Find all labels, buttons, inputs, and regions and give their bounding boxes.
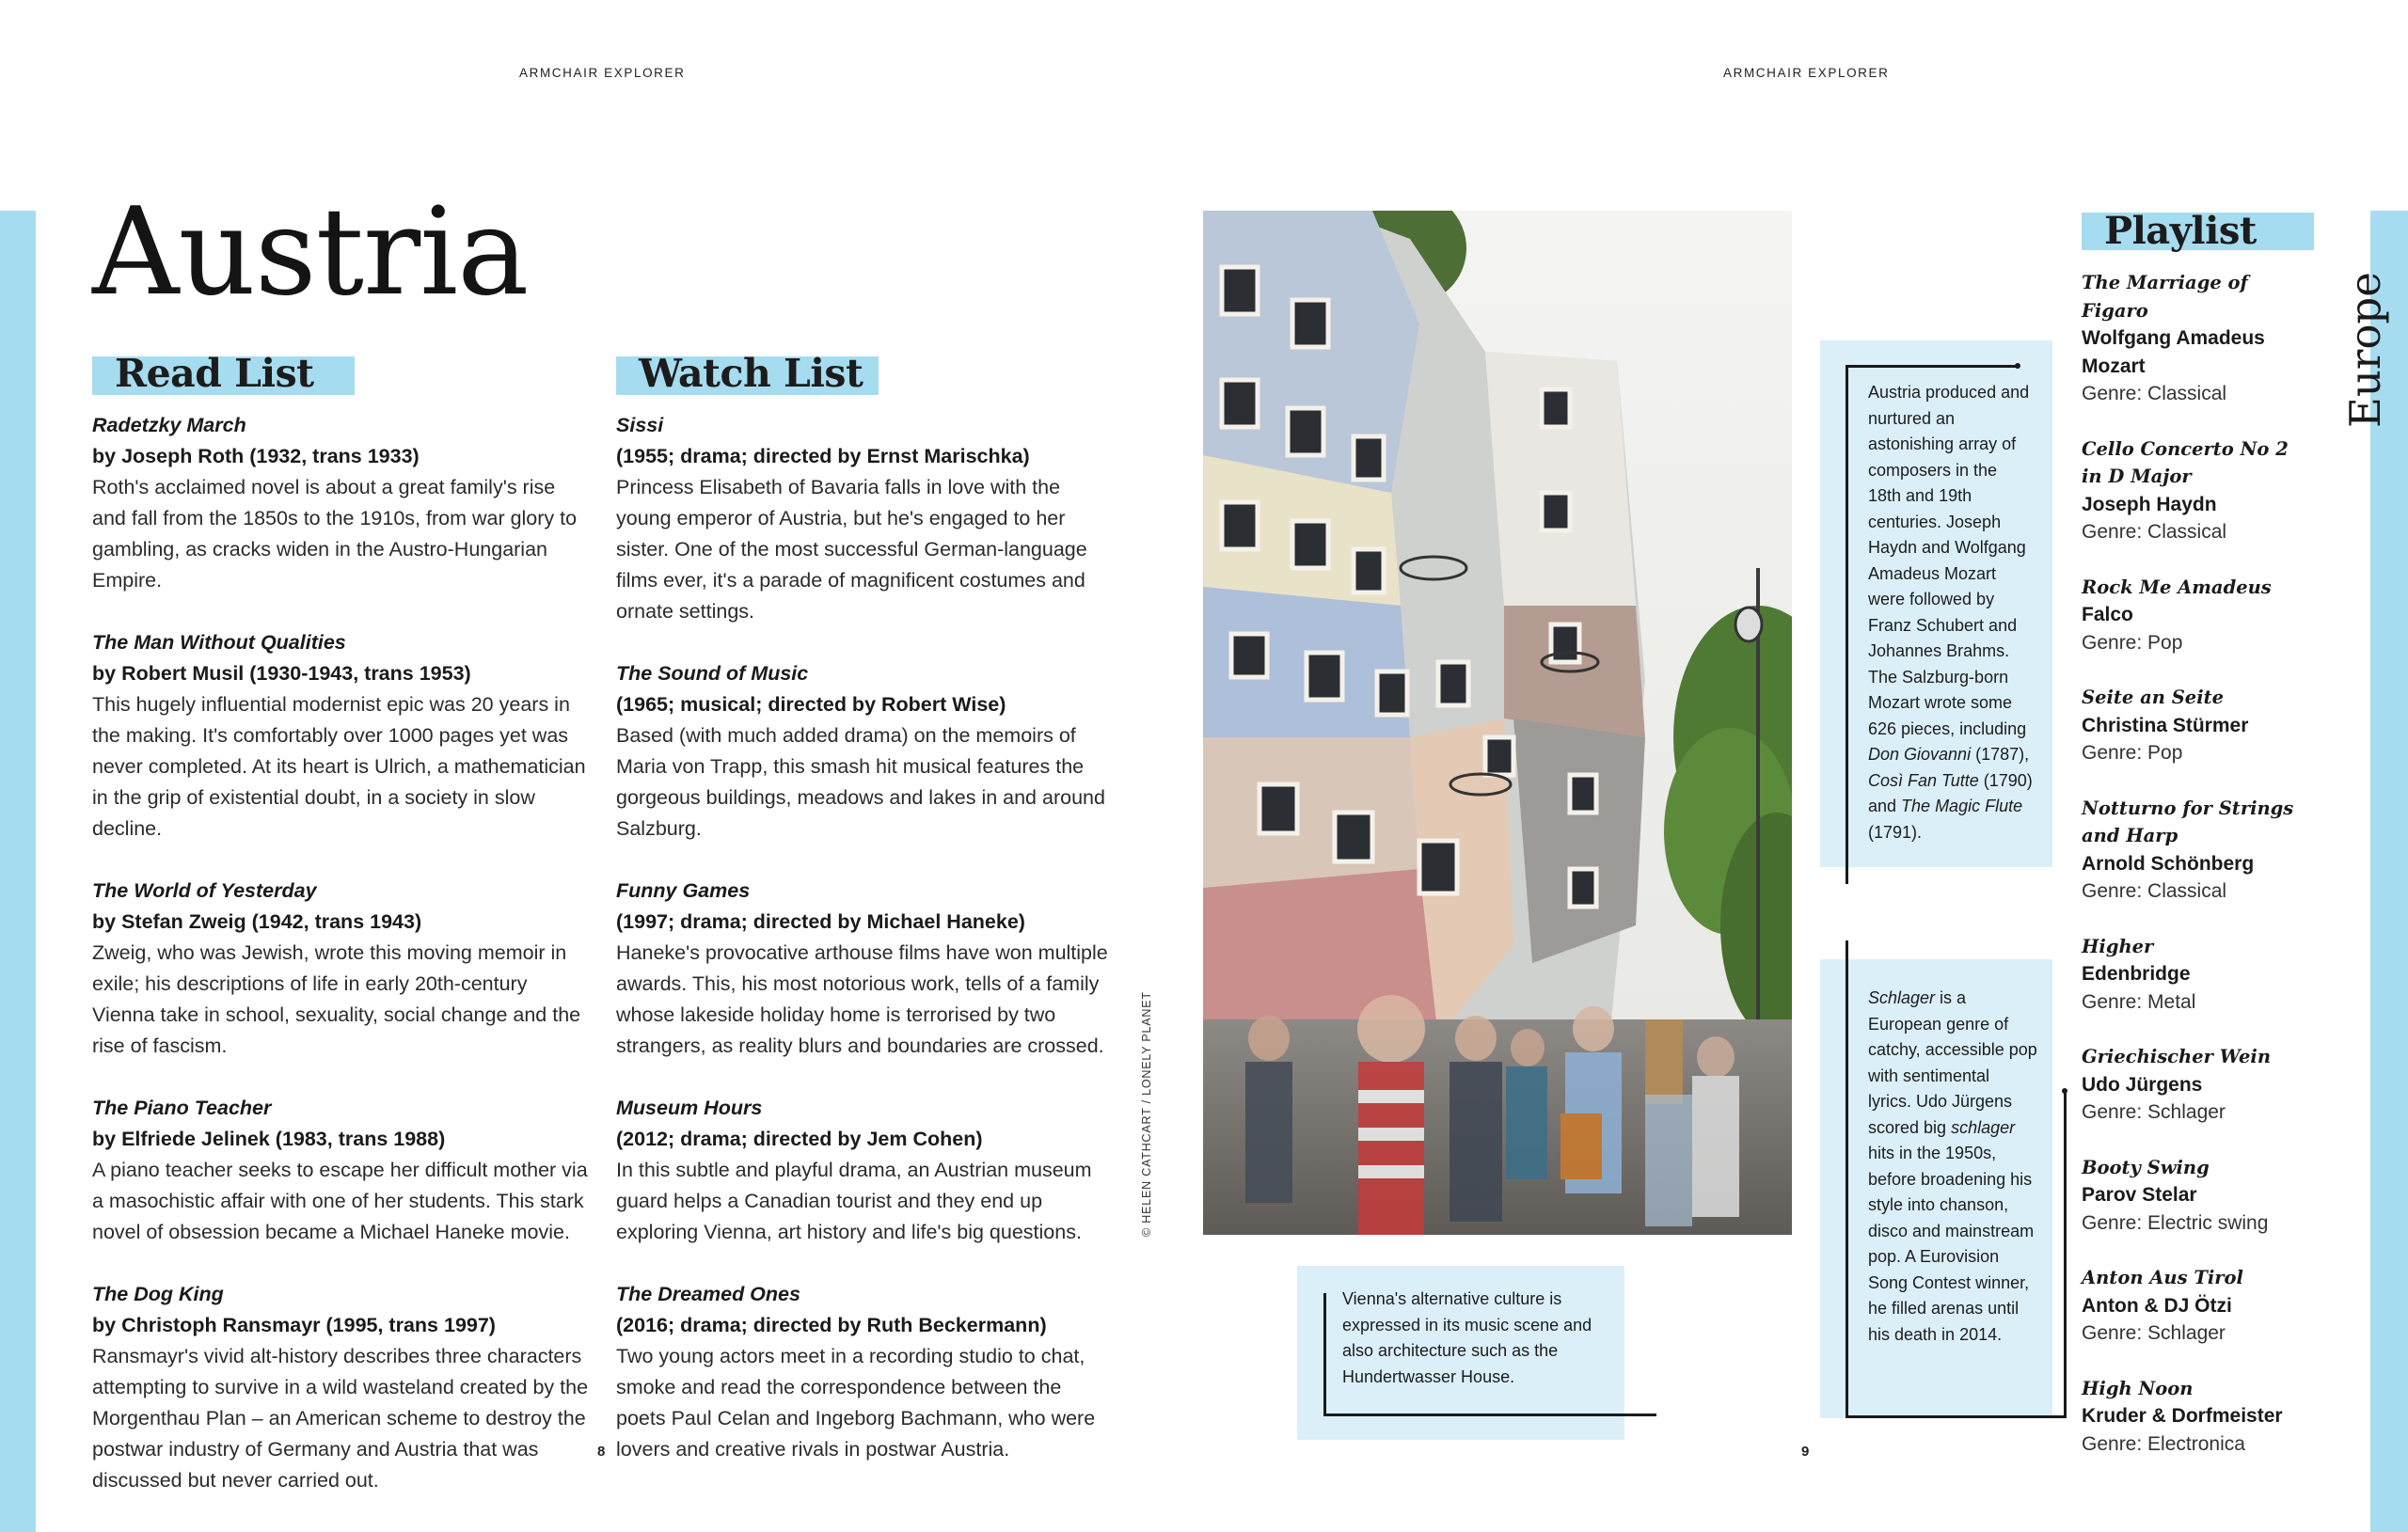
song-artist: Falco [2082, 604, 2133, 625]
song-genre: Genre: Classical [2082, 521, 2227, 543]
book-description: Ransmayr's vivid alt-history describes three characters attempting to survive in a wild wasteland created by the Morgenthau Plan – an American scheme to destroy the postwar industry of Germany and Austria that was discussed but never carried out. [92, 1345, 589, 1492]
composers-note-work: The Magic Flute [1901, 797, 2023, 815]
watch-list-heading-text: Watch List [639, 351, 863, 396]
song-artist: Edenbridge [2082, 963, 2191, 985]
read-list-item [92, 876, 589, 1062]
playlist [2082, 269, 2307, 1485]
film-byline: (1997; drama; directed by Michael Haneke) [616, 910, 1025, 933]
film-description: In this subtle and playful drama, an Austrian museum guard helps a Canadian tourist and they end up exploring Vienna, art history and life's big questions. [616, 1159, 1092, 1243]
song-artist: Udo Jürgens [2082, 1073, 2203, 1096]
film-title: The Sound of Music [616, 662, 809, 685]
schlager-text: is a European genre of catchy, accessible pop with sentimental lyrics. Udo Jürgens scored big [1868, 988, 2037, 1137]
read-list-heading [92, 351, 355, 396]
song-title: Higher [2082, 935, 2154, 957]
song-artist: Anton & DJ Ötzi [2082, 1294, 2232, 1317]
book-byline: by Joseph Roth (1932, trans 1933) [92, 445, 420, 467]
schlager-term: schlager [1951, 1117, 2016, 1137]
book-byline: by Christoph Ransmayr (1995, trans 1997) [92, 1314, 496, 1336]
film-title: Sissi [616, 414, 664, 436]
read-list-heading-text: Read List [115, 351, 314, 396]
song-genre: Genre: Schlager [2082, 1101, 2226, 1123]
composers-note-text: (1791). [1868, 822, 1923, 842]
schlager-leader-line-h [1846, 1415, 2065, 1418]
book-byline: by Stefan Zweig (1942, trans 1943) [92, 910, 422, 933]
composers-note-work: Don Giovanni [1868, 745, 1972, 764]
book-byline: by Elfriede Jelinek (1983, trans 1988) [92, 1128, 446, 1150]
song-artist: Joseph Haydn [2082, 493, 2217, 515]
playlist-item [2082, 1154, 2307, 1238]
read-list-item [92, 1279, 589, 1496]
running-head-right: ARMCHAIR EXPLORER [1723, 66, 1890, 80]
region-tab: Europe [2340, 272, 2390, 428]
song-genre: Genre: Pop [2082, 742, 2183, 764]
page-number-right: 9 [1801, 1444, 1810, 1460]
film-byline: (1955; drama; directed by Ernst Marischka) [616, 445, 1030, 467]
watch-list-heading [616, 351, 879, 396]
song-title: Rock Me Amadeus [2082, 576, 2272, 598]
schlager-leader-line-v [2064, 1091, 2067, 1418]
film-title: Funny Games [616, 879, 751, 902]
film-title: Museum Hours [616, 1097, 763, 1119]
song-title: Seite an Seite [2082, 687, 2225, 708]
page-title: Austria [92, 182, 529, 323]
song-title: Anton Aus Tirol [2082, 1267, 2243, 1288]
caption-leader-line [1323, 1293, 1326, 1415]
song-artist: Arnold Schönberg [2082, 852, 2255, 875]
building-illustration [1203, 211, 1792, 1235]
playlist-heading [2082, 209, 2314, 253]
book-description: Roth's acclaimed novel is about a great family's rise and fall from the 1850s to the 1910s, from war glory to gambling, as cracks widen in the Austro-Hungarian Empire. [92, 476, 578, 592]
playlist-item [2082, 269, 2307, 408]
watch-list-item [616, 876, 1115, 1062]
playlist-item [2082, 574, 2307, 657]
song-artist: Christina Stürmer [2082, 714, 2249, 736]
watch-list-item [616, 410, 1115, 627]
composers-leader-line-h [1846, 365, 2018, 368]
book-description: A piano teacher seeks to escape her difficult mother via a masochistic affair with one of her students. This stark novel of obsession became a Michael Haneke movie. [92, 1159, 588, 1243]
left-edge-bar [0, 211, 36, 1532]
book-byline: by Robert Musil (1930-1943, trans 1953) [92, 662, 471, 685]
song-genre: Genre: Classical [2082, 383, 2227, 404]
song-title: Notturno for Strings and Harp [2082, 797, 2294, 846]
book-title: The Dog King [92, 1283, 224, 1305]
film-byline: (2012; drama; directed by Jem Cohen) [616, 1128, 983, 1150]
song-title: The Marriage of Figaro [2082, 272, 2248, 322]
song-title: Griechischer Wein [2082, 1046, 2271, 1067]
film-description: Based (with much added drama) on the memoirs of Maria von Trapp, this smash hit musical features the gorgeous buildings, meadows and lakes in and around Salzburg. [616, 724, 1105, 840]
schlager-leader-line [1846, 940, 1848, 1418]
playlist-heading-text: Playlist [2104, 209, 2257, 253]
film-byline: (1965; musical; directed by Robert Wise) [616, 693, 1006, 716]
playlist-item [2082, 435, 2307, 546]
running-head-left: ARMCHAIR EXPLORER [519, 66, 686, 80]
playlist-item [2082, 1264, 2307, 1348]
song-genre: Genre: Schlager [2082, 1322, 2226, 1344]
composers-note-text: (1787), [1971, 745, 2030, 764]
caption-leader-line-h [1323, 1414, 1656, 1416]
composers-note [1820, 340, 2052, 867]
song-genre: Genre: Electronica [2082, 1432, 2245, 1455]
song-genre: Genre: Classical [2082, 880, 2227, 902]
film-description: Haneke's provocative arthouse films have won multiple awards. This, his most notorious work, tells of a family whose lakeside holiday home is terrorised by two strangers, as reality blurs and boundaries are crossed. [616, 941, 1108, 1057]
photo-caption: Vienna's alternative culture is expressed in its music scene and also architecture such as the Hundertwasser House. [1297, 1266, 1624, 1440]
watch-list-item [616, 658, 1115, 845]
composers-note-intro: Austria produced and nurtured an astonishing array of composers in the 18th and 19th centuries. Joseph Haydn and Wolfgang Amadeus Mozart were followed by Franz Schubert and Johannes Brahms. The Salzburg-born Mozart wrote some 626 pieces, including [1868, 383, 2030, 738]
schlager-text: hits in the 1950s, before broadening his style into chanson, disco and mainstream pop. A Eurovision Song Contest winner, he filled arenas until his death in 2014. [1868, 1144, 2035, 1344]
playlist-item [2082, 933, 2307, 1017]
leader-dot [2015, 363, 2020, 369]
composers-note-work: Così Fan Tutte [1868, 770, 1979, 790]
read-list-item [92, 1093, 589, 1248]
watch-list [616, 410, 1115, 1496]
page-number-left: 8 [597, 1444, 606, 1460]
film-description: Two young actors meet in a recording studio to chat, smoke and read the correspondence between the poets Paul Celan and Ingeborg Bachmann, who were lovers and creative rivals in postwar Austria. [616, 1345, 1096, 1461]
watch-list-item [616, 1093, 1115, 1248]
schlager-note [1820, 959, 2052, 1418]
song-title: Booty Swing [2082, 1156, 2210, 1178]
schlager-term: Schlager [1868, 988, 1936, 1007]
song-artist: Wolfgang Amadeus Mozart [2082, 327, 2265, 377]
book-title: The Man Without Qualities [92, 631, 346, 654]
song-title: Cello Concerto No 2 in D Major [2082, 437, 2289, 487]
film-title: The Dreamed Ones [616, 1283, 800, 1305]
watch-list-item [616, 1279, 1115, 1465]
song-artist: Parov Stelar [2082, 1184, 2197, 1206]
read-list [92, 410, 589, 1527]
song-genre: Genre: Metal [2082, 990, 2196, 1013]
book-description: Zweig, who was Jewish, wrote this moving memoir in exile; his descriptions of life in early 20th-century Vienna take in school, sexuality, social change and the rise of fascism. [92, 941, 581, 1057]
playlist-item [2082, 1375, 2307, 1459]
book-title: The World of Yesterday [92, 879, 317, 902]
book-description: This hugely influential modernist epic was 20 years in the making. It's comfortably over 1000 pages yet was never completed. At its heart is Ulrich, a mathematician in the grip of existential doubt, in a society in slow decline. [92, 693, 586, 840]
song-title: High Noon [2082, 1377, 2194, 1399]
composers-note-text: (1790) and [1868, 770, 2033, 815]
song-genre: Genre: Electric swing [2082, 1211, 2269, 1234]
read-list-item [92, 410, 589, 596]
hundertwasser-house-photo [1203, 211, 1792, 1235]
playlist-item [2082, 684, 2307, 767]
playlist-item [2082, 795, 2307, 906]
playlist-item [2082, 1043, 2307, 1127]
song-artist: Kruder & Dorfmeister [2082, 1405, 2283, 1427]
photo-credit: © HELEN CATHCART / LONELY PLANET [1140, 991, 1153, 1237]
read-list-item [92, 627, 589, 845]
composers-leader-line [1846, 365, 1848, 884]
song-genre: Genre: Pop [2082, 631, 2183, 654]
book-title: Radetzky March [92, 414, 246, 436]
book-title: The Piano Teacher [92, 1097, 272, 1119]
film-description: Princess Elisabeth of Bavaria falls in love with the young emperor of Austria, but he's engaged to her sister. One of the most successful German-language films ever, it's a parade of magnificent costumes and ornate settings. [616, 476, 1087, 623]
leader-dot [2062, 1088, 2067, 1094]
film-byline: (2016; drama; directed by Ruth Beckermann) [616, 1314, 1047, 1336]
